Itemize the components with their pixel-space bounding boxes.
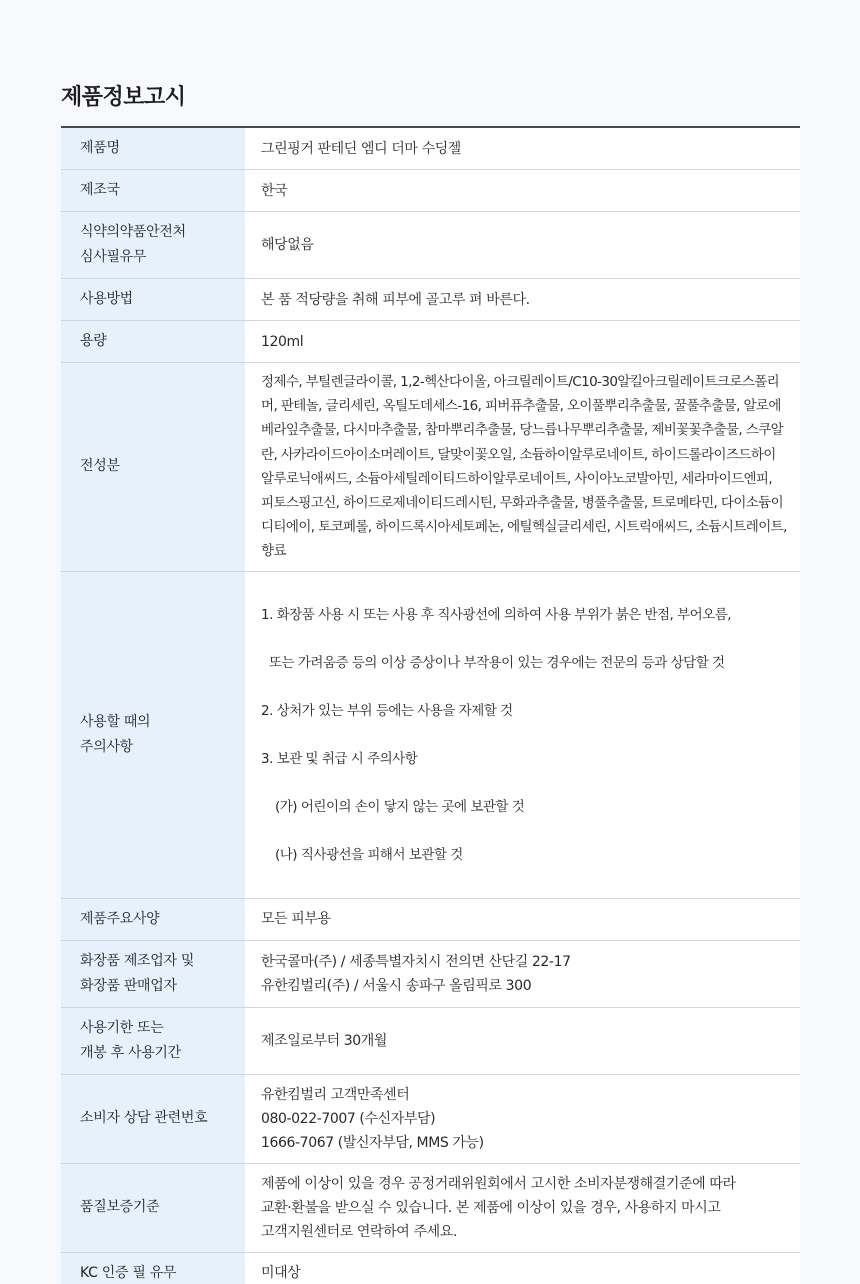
row-label: 용량 — [61, 321, 245, 363]
row-label: 사용할 때의 주의사항 — [61, 571, 245, 898]
row-product-name — [61, 127, 800, 170]
row-expiry — [61, 1007, 800, 1074]
row-quality-standard — [61, 1163, 800, 1252]
row-label: 제품명 — [61, 127, 245, 170]
row-label: 화장품 제조업자 및 화장품 판매업자 — [61, 940, 245, 1007]
row-value: 해당없음 — [245, 212, 800, 279]
row-value: 그린핑거 판테딘 엠디 더마 수딩젤 — [245, 127, 800, 170]
row-ingredients — [61, 363, 800, 572]
ingredients-text: 정제수, 부틸렌글라이콜, 1,2-헥산다이올, 아크릴레이트/C10-30알킬아크릴레이트크로스폴리머, 판테놀, 글리세린, 옥틸도데세스-16, 피버퓨추출물, 오이풀뿌리추출물, 꿀풀추출물, 알로에베라잎추출물, 다시마추출물, 참마뿌리추출물, 당느릅나무뿌리추출물, 제비꽃꽃추출물, 스쿠알란, 사카라이드아이소머레이트, 달맞이꽃오일, 소듐하이알루로네이트, 하이드롤라이즈드하이알루로닉애씨드, 소듐아세틸레이티드하이알루로네이트, 사이아노코발아민, 세라마이드엔피, 피토스핑고신, 하이드로제네이티드레시틴, 무화과추출물, 병풀추출물, 트로메타민, 다이소듐이디티에이, 토코페롤, 하이드록시아세토페논, 에틸헥실글리세린, 시트릭애씨드, 소듐시트레이트, 향료 — [245, 363, 800, 572]
precautions-list — [245, 571, 800, 898]
page-title: 제품정보고시 — [61, 85, 186, 110]
precaution-line: (가) 어린이의 손이 닿지 않는 곳에 보관할 것 — [275, 798, 525, 815]
precaution-line: (나) 직사광선을 피해서 보관할 것 — [275, 846, 463, 863]
row-value: 본 품 적당량을 취해 피부에 골고루 펴 바른다. — [245, 279, 800, 321]
precaution-line: 1. 화장품 사용 시 또는 사용 후 직사광선에 의하여 사용 부위가 붉은 반점, 부어오름, — [261, 606, 732, 623]
row-value: 한국 — [245, 170, 800, 212]
row-label: 제품주요사양 — [61, 898, 245, 940]
row-precautions — [61, 571, 800, 898]
row-label: 소비자 상담 관련번호 — [61, 1074, 245, 1163]
row-kc-certification — [61, 1252, 800, 1284]
row-label: 제조국 — [61, 170, 245, 212]
row-manufacturer-seller — [61, 940, 800, 1007]
row-label: 전성분 — [61, 363, 245, 572]
precaution-line: 또는 가려움증 등의 이상 증상이나 부작용이 있는 경우에는 전문의 등과 상담할 것 — [269, 654, 725, 671]
row-label: 사용기한 또는 개봉 후 사용기간 — [61, 1007, 245, 1074]
row-label: KC 인증 필 유무 — [61, 1252, 245, 1284]
row-country-of-manufacture — [61, 170, 800, 212]
precaution-line: 3. 보관 및 취급 시 주의사항 — [261, 750, 418, 767]
row-volume — [61, 321, 800, 363]
product-info-table — [61, 126, 800, 1284]
row-label: 사용방법 — [61, 279, 245, 321]
row-value: 모든 피부용 — [245, 898, 800, 940]
precaution-line: 2. 상처가 있는 부위 등에는 사용을 자제할 것 — [261, 702, 513, 719]
row-value: 미대상 — [245, 1252, 800, 1284]
row-value: 유한킴벌리 고객만족센터 080-022-7007 (수신자부담) 1666-7067 (발신자부담, MMS 가능) — [245, 1074, 800, 1163]
row-value: 한국콜마(주) / 세종특별자치시 전의면 산단길 22-17 유한킴벌리(주) / 서울시 송파구 올림픽로 300 — [245, 940, 800, 1007]
row-customer-service — [61, 1074, 800, 1163]
row-label: 식약의약품안전처 심사필유무 — [61, 212, 245, 279]
row-usage — [61, 279, 800, 321]
row-value: 제조일로부터 30개월 — [245, 1007, 800, 1074]
row-mfds-review — [61, 212, 800, 279]
row-value: 120ml — [245, 321, 800, 363]
row-main-spec — [61, 898, 800, 940]
row-label: 품질보증기준 — [61, 1163, 245, 1252]
row-value: 제품에 이상이 있을 경우 공정거래위원회에서 고시한 소비자분쟁해결기준에 따라 교환·환불을 받으실 수 있습니다. 본 제품에 이상이 있을 경우, 사용하지 마시고 고객지원센터로 연락하여 주세요. — [245, 1163, 800, 1252]
